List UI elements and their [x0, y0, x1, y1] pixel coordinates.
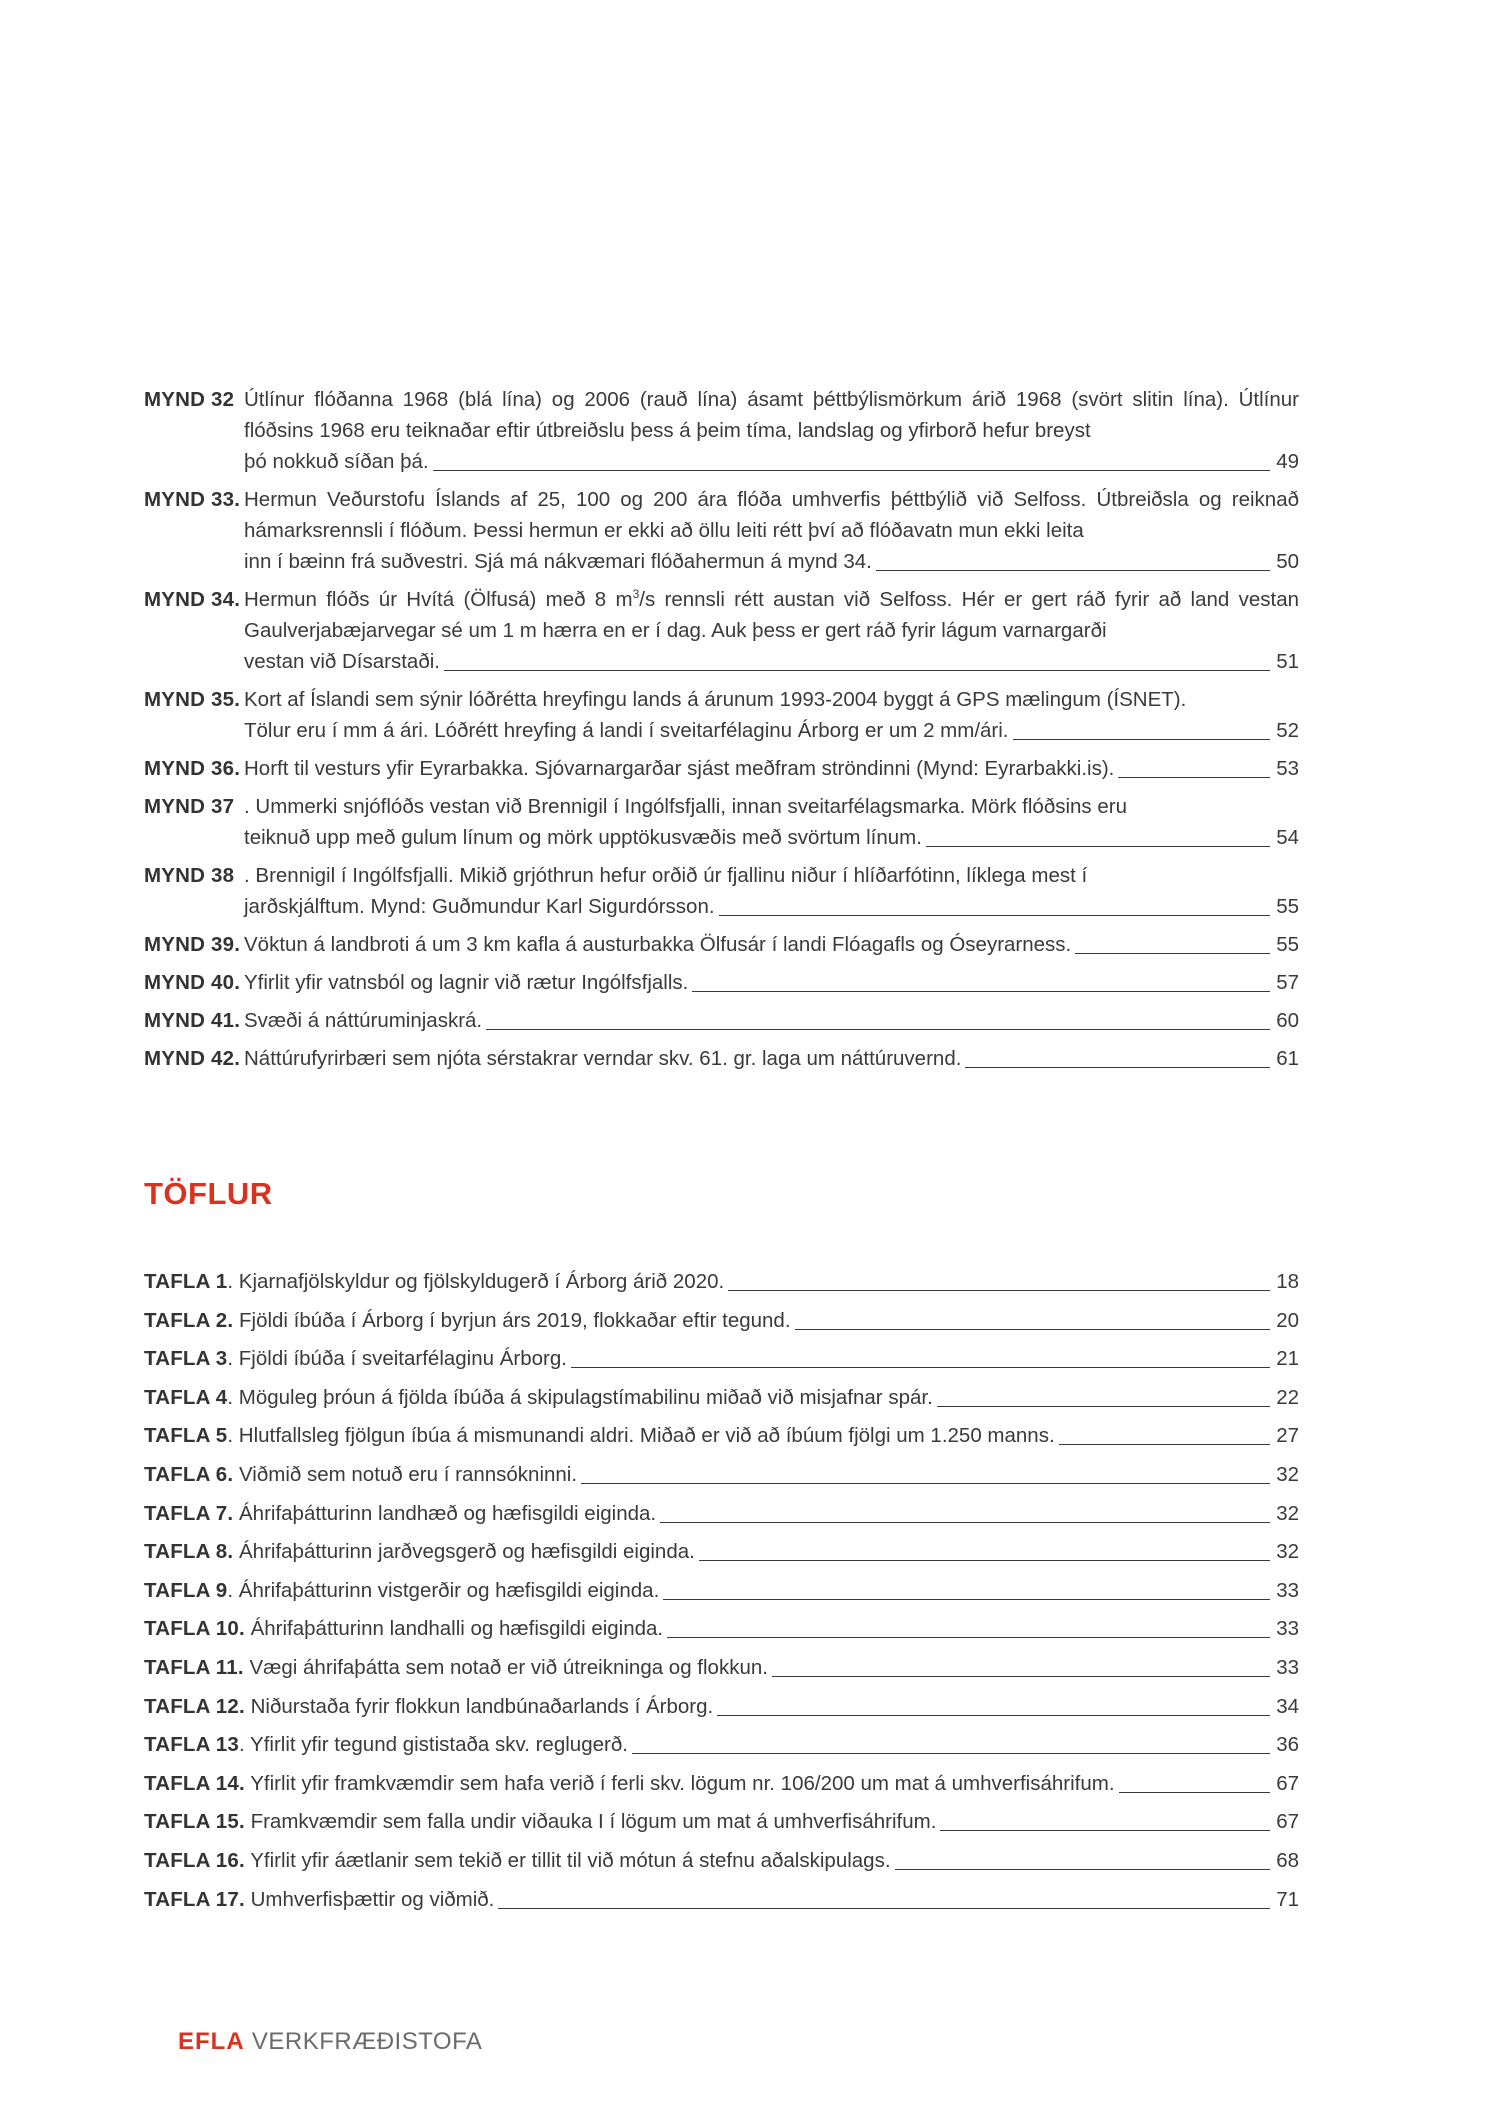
page-number: 67 — [1276, 1810, 1299, 1834]
table-caption: . Áhrifaþátturinn vistgerðir og hæfisgildi eiginda. — [227, 1578, 660, 1602]
leader-line — [1075, 953, 1270, 954]
leader-line — [498, 1908, 1270, 1909]
toc-entry-text — [144, 1343, 567, 1374]
table-caption: . Fjöldi íbúða í sveitarfélaginu Árborg. — [227, 1347, 567, 1371]
caption-segment: Kort af Íslandi sem sýnir lóðrétta hreyfingu lands á árunum 1993-2004 byggt á GPS mælingum (ÍSNET). — [244, 688, 1187, 711]
caption-segment: . Ummerki snjóflóðs vestan við Brennigil í Ingólfsfjalli, innan sveitarfélagsmarka. Mörk flóðsins eru — [244, 795, 1128, 818]
toc-last-line — [144, 1884, 1299, 1915]
toc-entry-text — [144, 1305, 791, 1336]
figure-caption — [244, 484, 1299, 546]
page-number: 67 — [1276, 1771, 1299, 1795]
page-number: 53 — [1276, 757, 1299, 780]
page-number: 36 — [1276, 1733, 1299, 1757]
page-number: 50 — [1276, 550, 1299, 573]
table-entry[interactable] — [144, 1343, 1299, 1374]
toc-last-line — [144, 1575, 1299, 1606]
page-number: 60 — [1276, 1009, 1299, 1032]
toc-last-line — [244, 929, 1299, 960]
toc-last-line — [144, 1498, 1299, 1529]
page-number: 33 — [1276, 1617, 1299, 1641]
table-label: TAFLA 5 — [144, 1424, 228, 1448]
table-caption: . Kjarnafjölskyldur og fjölskyldugerð í Árborg árið 2020. — [227, 1270, 725, 1293]
leader-line — [486, 1029, 1270, 1030]
table-entry[interactable] — [144, 1768, 1299, 1799]
table-caption: Áhrifaþátturinn landhalli og hæfisgildi eiginda. — [244, 1617, 664, 1641]
table-label: TAFLA 12. — [144, 1694, 245, 1718]
toc-entry-text — [144, 1459, 577, 1490]
toc-last-line — [244, 753, 1299, 784]
table-entry[interactable] — [144, 1459, 1299, 1490]
figures-list — [144, 384, 1299, 1081]
figure-entry[interactable] — [144, 484, 1299, 577]
caption-segment: Hermun flóðs úr Hvítá (Ölfusá) með 8 m — [244, 588, 633, 611]
table-label: TAFLA 17. — [144, 1887, 245, 1911]
toc-last-line — [244, 1043, 1299, 1074]
toc-entry-text — [144, 1806, 936, 1837]
leader-line — [444, 670, 1270, 671]
toc-entry-text — [144, 1382, 933, 1413]
table-caption: Viðmið sem notuð eru í rannsókninni. — [233, 1462, 578, 1486]
toc-last-line — [144, 1459, 1299, 1490]
page-number: 27 — [1276, 1424, 1299, 1448]
table-entry[interactable] — [144, 1498, 1299, 1529]
table-entry[interactable] — [144, 1652, 1299, 1683]
toc-entry-text: Tölur eru í mm á ári. Lóðrétt hreyfing á landi í sveitarfélaginu Árborg er um 2 mm/ári. — [244, 719, 1009, 742]
page-number: 61 — [1276, 1047, 1299, 1070]
leader-line — [1119, 1792, 1271, 1793]
toc-last-line — [144, 1420, 1299, 1451]
page-number: 33 — [1276, 1655, 1299, 1679]
table-entry[interactable] — [144, 1420, 1299, 1451]
leader-line — [667, 1637, 1270, 1638]
toc-entry-text: vestan við Dísarstaði. — [244, 650, 440, 673]
table-label: TAFLA 11. — [144, 1655, 244, 1679]
toc-entry-text: jarðskjálftum. Mynd: Guðmundur Karl Sigurdórsson. — [244, 895, 715, 918]
logo-brand: EFLA — [178, 2028, 245, 2055]
table-entry[interactable] — [144, 1266, 1299, 1297]
figure-entry[interactable] — [144, 1005, 1299, 1036]
table-entry[interactable] — [144, 1536, 1299, 1567]
figure-entry[interactable] — [144, 684, 1299, 746]
table-caption: Umhverfisþættir og viðmið. — [244, 1887, 495, 1911]
leader-line — [571, 1367, 1270, 1368]
toc-last-line — [144, 1266, 1299, 1297]
toc-entry-text: Náttúrufyrirbæri sem njóta sérstakrar verndar skv. 61. gr. laga um náttúruvernd. — [244, 1047, 962, 1070]
figure-label: MYND 40. — [144, 971, 241, 994]
tables-list — [144, 1266, 1299, 1922]
toc-entry-text — [144, 1498, 656, 1529]
toc-last-line — [144, 1613, 1299, 1644]
leader-line — [728, 1290, 1270, 1291]
figure-entry[interactable] — [144, 384, 1299, 477]
caption-segment: . Brennigil í Ingólfsfjalli. Mikið grjóthrun hefur orðið úr fjallinu niður í hlíðarfótinn, líklega mest í — [244, 864, 1088, 887]
table-caption: Yfirlit yfir áætlanir sem tekið er tillit til við mótun á stefnu aðalskipulags. — [244, 1848, 891, 1872]
toc-last-line — [244, 646, 1299, 677]
leader-line — [895, 1869, 1271, 1870]
table-caption: . Hlutfallsleg fjölgun íbúa á mismunandi aldri. Miðað er við að íbúum fjölgi um 1.250 manns. — [227, 1424, 1055, 1448]
page-number: 32 — [1276, 1462, 1299, 1486]
figure-entry[interactable] — [144, 860, 1299, 922]
table-label: TAFLA 4 — [144, 1385, 228, 1409]
leader-line — [699, 1560, 1270, 1561]
toc-entry-text: Svæði á náttúruminjaskrá. — [244, 1009, 483, 1032]
toc-last-line — [244, 546, 1299, 577]
page-number: 22 — [1276, 1385, 1299, 1409]
leader-line — [663, 1599, 1270, 1600]
toc-last-line — [144, 1382, 1299, 1413]
table-label: TAFLA 6. — [144, 1462, 234, 1486]
page-number: 55 — [1276, 933, 1299, 956]
leader-line — [1013, 739, 1271, 740]
toc-entry-text: inn í bæinn frá suðvestri. Sjá má nákvæmari flóðahermun á mynd 34. — [244, 550, 872, 573]
page-number: 21 — [1276, 1347, 1299, 1371]
table-entry[interactable] — [144, 1806, 1299, 1837]
toc-last-line — [144, 1343, 1299, 1374]
figure-entry[interactable] — [144, 584, 1299, 677]
leader-line — [1059, 1444, 1271, 1445]
toc-last-line — [244, 967, 1299, 998]
table-label: TAFLA 2. — [144, 1308, 234, 1332]
toc-entry-text — [144, 1420, 1055, 1451]
toc-last-line — [144, 1652, 1299, 1683]
toc-entry-text — [144, 1884, 494, 1915]
table-label: TAFLA 9 — [144, 1578, 228, 1602]
figure-caption — [244, 584, 1299, 646]
leader-line — [632, 1753, 1270, 1754]
table-entry[interactable] — [144, 1845, 1299, 1876]
page-number: 68 — [1276, 1848, 1299, 1872]
toc-entry-text: Horft til vesturs yfir Eyrarbakka. Sjóvarnargarðar sjást meðfram ströndinni (Mynd: Eyrarbakki.is). — [244, 757, 1115, 780]
table-entry[interactable] — [144, 1691, 1299, 1722]
leader-line — [1118, 777, 1270, 778]
leader-line — [660, 1522, 1270, 1523]
toc-entry-text — [144, 1266, 724, 1297]
figure-caption — [244, 860, 1299, 891]
toc-entry-text — [144, 1768, 1115, 1799]
leader-line — [937, 1406, 1270, 1407]
toc-last-line — [144, 1729, 1299, 1760]
table-caption: Yfirlit yfir framkvæmdir sem hafa verið í ferli skv. lögum nr. 106/200 um mat á umhverfisáhrifum. — [244, 1771, 1115, 1795]
leader-line — [581, 1483, 1270, 1484]
figure-label: MYND 36. — [144, 757, 241, 780]
toc-entry-text — [144, 1652, 768, 1683]
page-number: 18 — [1276, 1270, 1299, 1293]
page-number: 34 — [1276, 1694, 1299, 1718]
table-caption: Framkvæmdir sem falla undir viðauka I í lögum um mat á umhverfisáhrifum. — [244, 1810, 937, 1834]
toc-entry-text — [144, 1845, 891, 1876]
table-entry[interactable] — [144, 1884, 1299, 1915]
toc-entry-text — [144, 1536, 695, 1567]
leader-line — [965, 1067, 1270, 1068]
page-number: 55 — [1276, 895, 1299, 918]
table-label: TAFLA 15. — [144, 1810, 245, 1834]
page-number: 51 — [1276, 650, 1299, 673]
table-label: TAFLA 13 — [144, 1733, 239, 1757]
table-entry[interactable] — [144, 1382, 1299, 1413]
table-entry[interactable] — [144, 1575, 1299, 1606]
caption-segment: /s rennsli rétt austan við Selfoss. Hér er gert ráð fyrir að land vestan Gaulverjabæjarvegar sé um 1 m hærra en er í dag. Auk þess er gert ráð fyrir lágum varnargarði — [244, 588, 1299, 642]
figure-label: MYND 41. — [144, 1009, 241, 1032]
page-number: 71 — [1276, 1887, 1299, 1911]
page-number: 54 — [1276, 826, 1299, 849]
table-caption: Vægi áhrifaþátta sem notað er við útreikninga og flokkun. — [243, 1655, 768, 1679]
figure-caption — [244, 384, 1299, 446]
table-label: TAFLA 14. — [144, 1771, 245, 1795]
table-label: TAFLA 8. — [144, 1540, 234, 1564]
leader-line — [717, 1715, 1270, 1716]
figure-caption — [244, 791, 1299, 822]
table-label: TAFLA 1 — [144, 1270, 228, 1293]
toc-entry-text — [144, 1691, 713, 1722]
toc-last-line — [244, 891, 1299, 922]
toc-last-line — [144, 1806, 1299, 1837]
toc-entry-text — [144, 1575, 659, 1606]
toc-last-line — [244, 446, 1299, 477]
tables-heading: TÖFLUR — [144, 1176, 273, 1211]
table-entry[interactable] — [144, 1613, 1299, 1644]
page-number: 33 — [1276, 1578, 1299, 1602]
leader-line — [876, 570, 1270, 571]
toc-last-line — [144, 1845, 1299, 1876]
caption-segment: Útlínur flóðanna 1968 (blá lína) og 2006 (rauð lína) ásamt þéttbýlismörkum árið 1968 (svört slitin lína). Útlínur flóðsins 1968 eru teiknaðar eftir útbreiðslu þess á þeim tíma, landslag og yfirborð hefur breyst — [244, 388, 1299, 442]
table-caption: Áhrifaþátturinn jarðvegsgerð og hæfisgildi eiginda. — [233, 1540, 695, 1564]
figure-label: MYND 38 — [144, 864, 235, 887]
toc-entry-text — [144, 1729, 628, 1760]
figure-label: MYND 39. — [144, 933, 241, 956]
figure-label: MYND 34. — [144, 588, 241, 611]
figure-entry[interactable] — [144, 967, 1299, 998]
leader-line — [692, 991, 1270, 992]
page-number: 20 — [1276, 1308, 1299, 1332]
leader-line — [940, 1830, 1270, 1831]
superscript: 3 — [632, 587, 640, 602]
figure-label: MYND 35. — [144, 688, 241, 711]
page-number: 32 — [1276, 1501, 1299, 1525]
figure-entry[interactable] — [144, 929, 1299, 960]
toc-last-line — [244, 1005, 1299, 1036]
toc-last-line — [144, 1768, 1299, 1799]
toc-entry-text: teiknuð upp með gulum línum og mörk upptökusvæðis með svörtum línum. — [244, 826, 922, 849]
leader-line — [926, 846, 1270, 847]
table-caption: . Yfirlit yfir tegund gististaða skv. reglugerð. — [239, 1733, 628, 1757]
table-entry[interactable] — [144, 1305, 1299, 1336]
toc-last-line — [144, 1691, 1299, 1722]
figure-entry[interactable] — [144, 1043, 1299, 1074]
page-number: 49 — [1276, 450, 1299, 473]
table-entry[interactable] — [144, 1729, 1299, 1760]
table-caption: . Möguleg þróun á fjölda íbúða á skipulagstímabilinu miðað við misjafnar spár. — [227, 1385, 933, 1409]
caption-segment: Hermun Veðurstofu Íslands af 25, 100 og 200 ára flóða umhverfis þéttbýlið við Selfoss. Útbreiðsla og reiknað hámarksrennsli í flóðum. Þessi hermun er ekki að öllu leiti rétt því að flóðavatn mun ekki leita — [244, 488, 1299, 542]
efla-logo — [178, 2028, 482, 2056]
leader-line — [772, 1676, 1270, 1677]
figure-label: MYND 33. — [144, 488, 241, 511]
figure-label: MYND 32 — [144, 388, 235, 411]
leader-line — [719, 915, 1271, 916]
table-caption: Áhrifaþátturinn landhæð og hæfisgildi eiginda. — [233, 1501, 657, 1525]
toc-entry-text: Vöktun á landbroti á um 3 km kafla á austurbakka Ölfusár í landi Flóagafls og Óseyrarness. — [244, 933, 1072, 956]
toc-last-line — [144, 1305, 1299, 1336]
logo-text: VERKFRÆÐISTOFA — [244, 2028, 483, 2055]
figure-entry[interactable] — [144, 791, 1299, 853]
table-label: TAFLA 3 — [144, 1347, 228, 1371]
table-caption: Fjöldi íbúða í Árborg í byrjun árs 2019, flokkaðar eftir tegund. — [233, 1308, 791, 1332]
table-label: TAFLA 7. — [144, 1501, 234, 1525]
page-number: 32 — [1276, 1540, 1299, 1564]
toc-last-line — [244, 715, 1299, 746]
figure-entry[interactable] — [144, 753, 1299, 784]
leader-line — [795, 1329, 1271, 1330]
table-caption: Niðurstaða fyrir flokkun landbúnaðarlands í Árborg. — [244, 1694, 714, 1718]
page-number: 57 — [1276, 971, 1299, 994]
figure-caption — [244, 684, 1299, 715]
toc-entry-text — [144, 1613, 663, 1644]
figure-label: MYND 42. — [144, 1047, 241, 1070]
toc-entry-text: Yfirlit yfir vatnsból og lagnir við rætur Ingólfsfjalls. — [244, 971, 689, 994]
toc-last-line — [144, 1536, 1299, 1567]
page-number: 52 — [1276, 719, 1299, 742]
toc-entry-text: þó nokkuð síðan þá. — [244, 450, 429, 473]
toc-last-line — [244, 822, 1299, 853]
table-label: TAFLA 16. — [144, 1848, 245, 1872]
figure-label: MYND 37 — [144, 795, 235, 818]
leader-line — [433, 470, 1271, 471]
table-label: TAFLA 10. — [144, 1617, 245, 1641]
